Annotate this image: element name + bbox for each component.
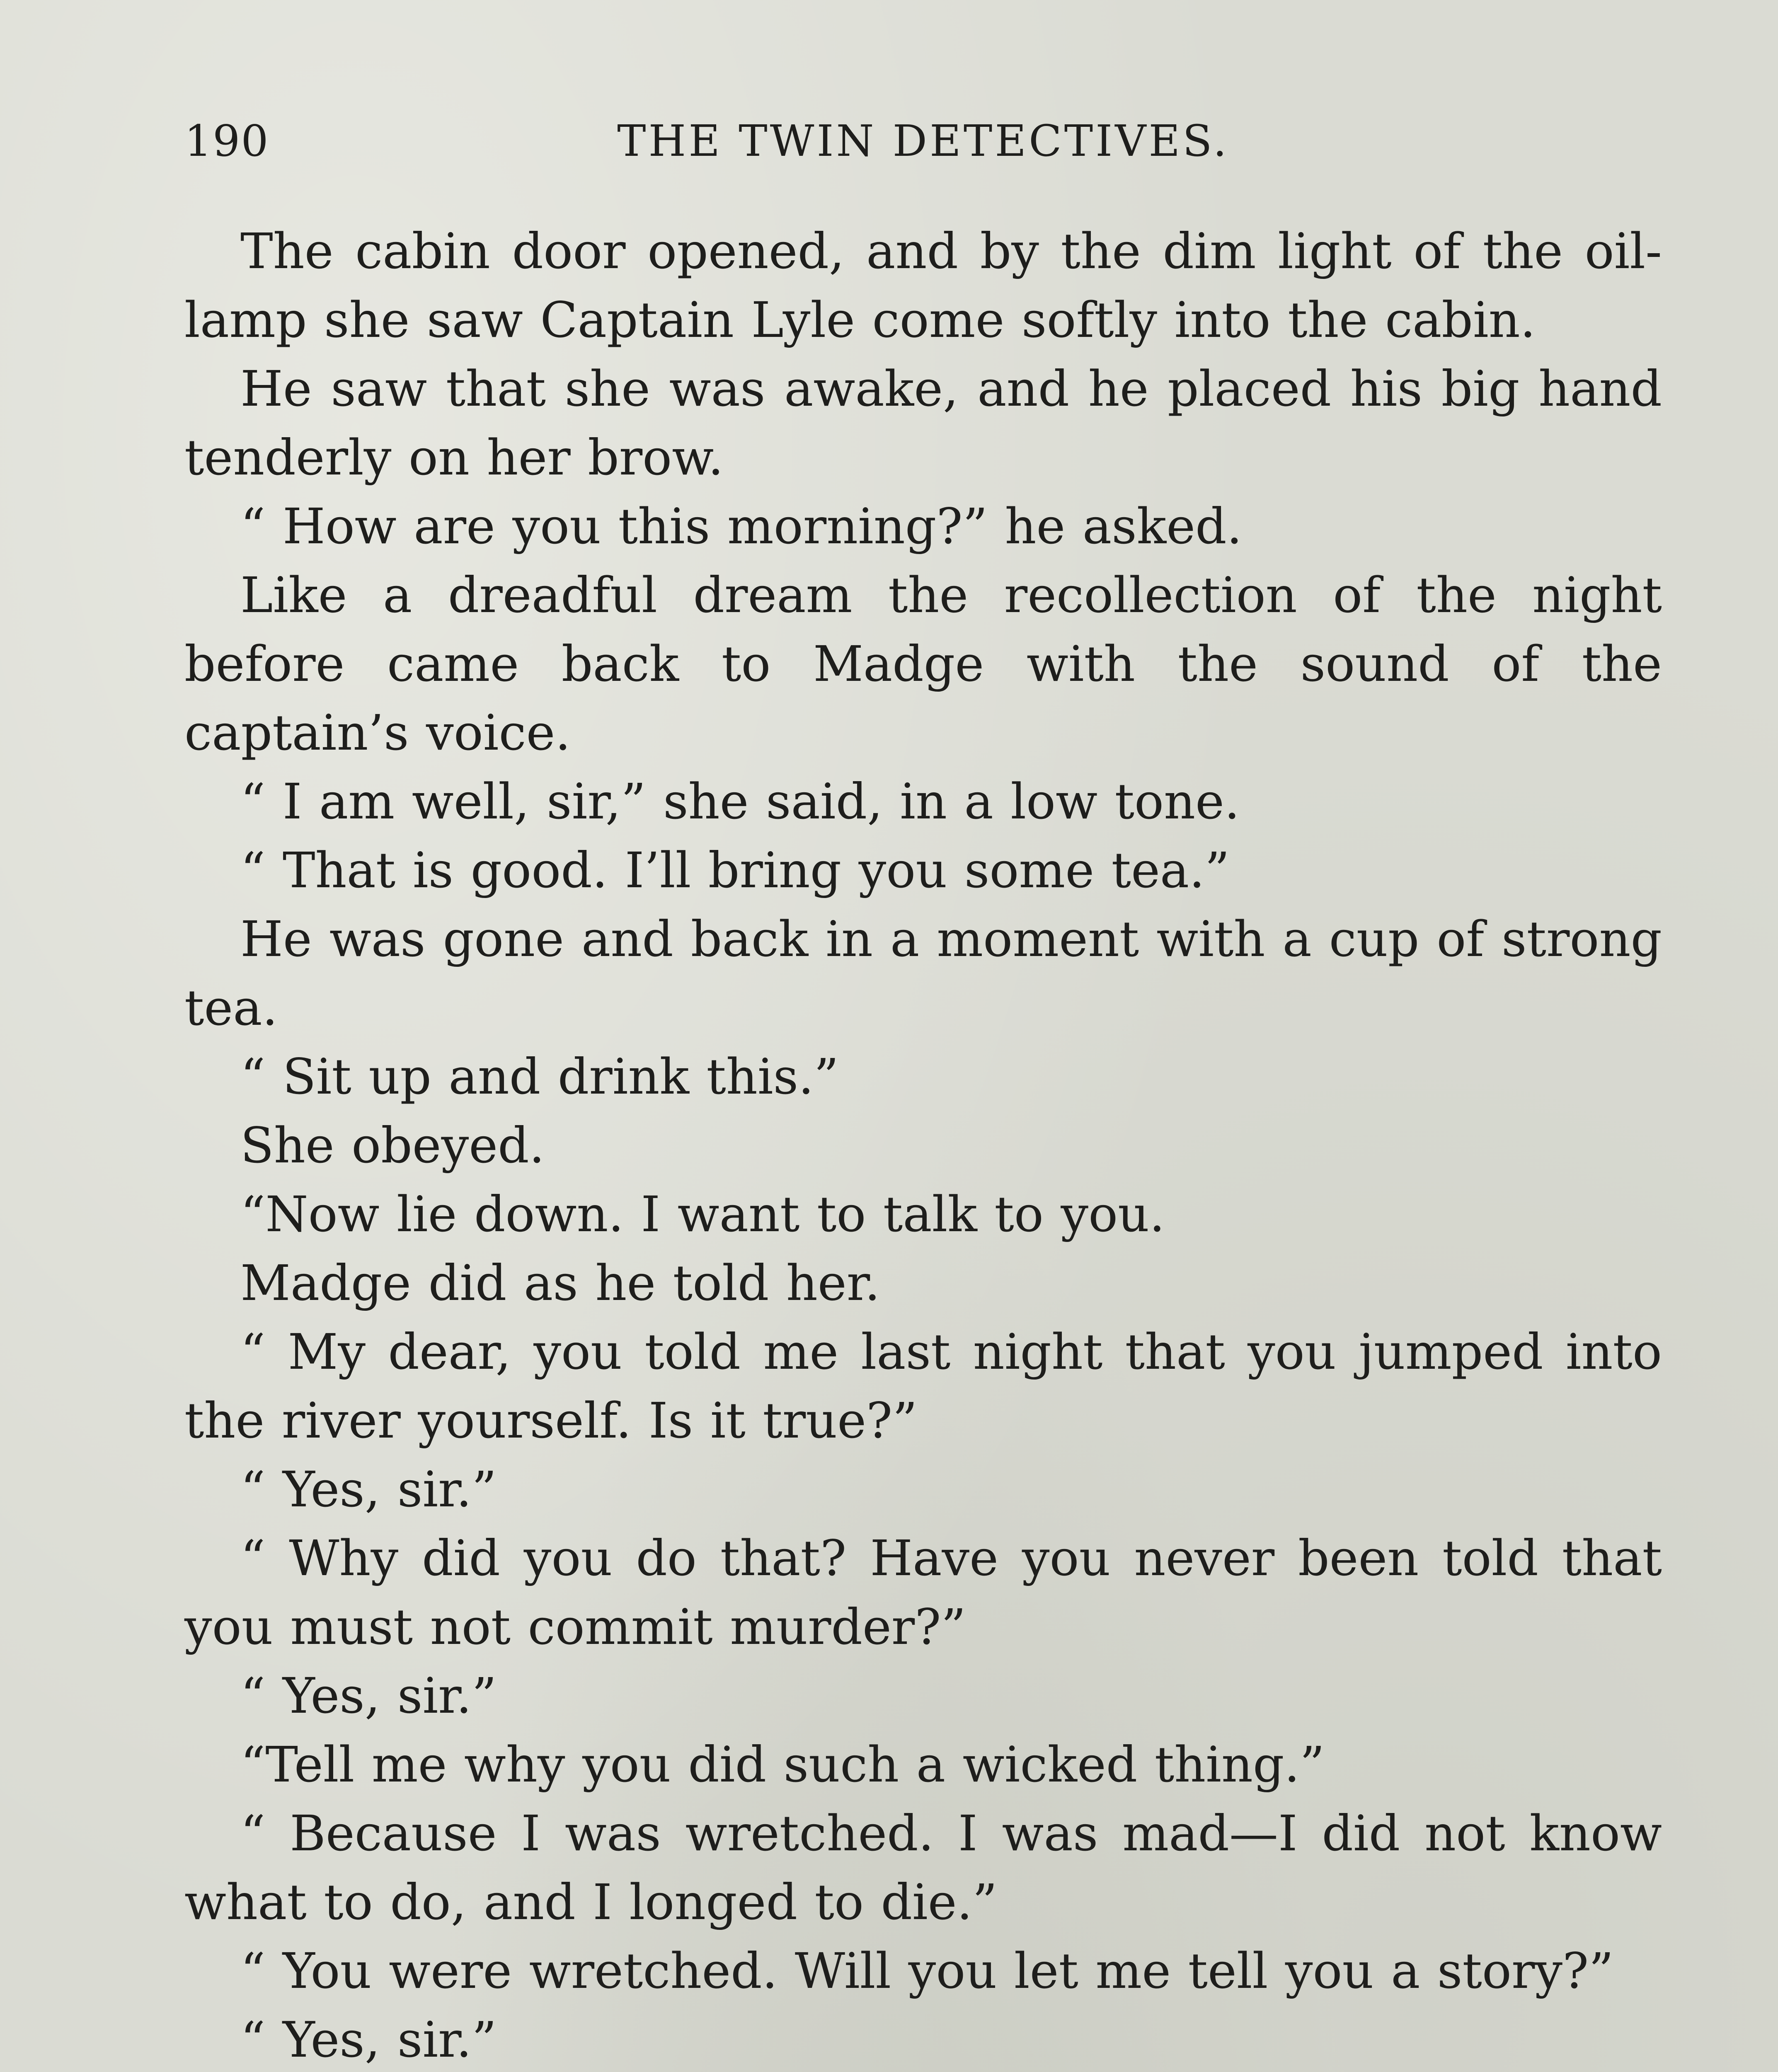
paragraph: “ Because I was wretched. I was mad—I did not know what to do, and I longed to die.” — [184, 1805, 1662, 1931]
running-title: THE TWIN DETECTIVES. — [617, 116, 1229, 166]
paragraph: She obeyed. — [240, 1117, 545, 1174]
paragraph: “ Sit up and drink this.” — [240, 1048, 839, 1105]
paragraph: He saw that she was awake, and he placed his big hand tenderly on her brow. — [184, 360, 1662, 486]
paragraph: Madge did as he told her. — [240, 1254, 880, 1312]
paragraph: “ That is good. I’ll bring you some tea.” — [240, 842, 1230, 899]
paragraph: Like a dreadful dream the recollection of the night before came back to Madge with the sound of the captain’s voice. — [184, 566, 1662, 761]
paragraph: “Now lie down. I want to talk to you. — [240, 1186, 1165, 1243]
paragraph: “ How are you this morning?” he asked. — [240, 498, 1243, 555]
paragraph: “ Yes, sir.” — [240, 2011, 497, 2068]
page-number: 190 — [184, 116, 269, 166]
paragraph: “ I am well, sir,” she said, in a low tone. — [240, 773, 1240, 830]
paragraph: “ Why did you do that? Have you never been told that you must not commit murder?” — [184, 1530, 1662, 1656]
paragraph: “ You were wretched. Will you let me tell you a story?” — [240, 1942, 1614, 1999]
paragraph: He was gone and back in a moment with a cup of strong tea. — [184, 910, 1662, 1036]
paragraph: “Tell me why you did such a wicked thing.” — [240, 1736, 1325, 1793]
paragraph: The cabin door opened, and by the dim light of the oil-lamp she saw Captain Lyle come softly into the cabin. — [184, 223, 1662, 349]
paragraph: “ Yes, sir.” — [240, 1461, 497, 1518]
running-head — [184, 108, 1662, 174]
paragraph: “ Yes, sir.” — [240, 1667, 497, 1724]
body-text — [184, 217, 1662, 2072]
paragraph: “ My dear, you told me last night that you jumped into the river yourself. Is it true?” — [184, 1323, 1662, 1449]
